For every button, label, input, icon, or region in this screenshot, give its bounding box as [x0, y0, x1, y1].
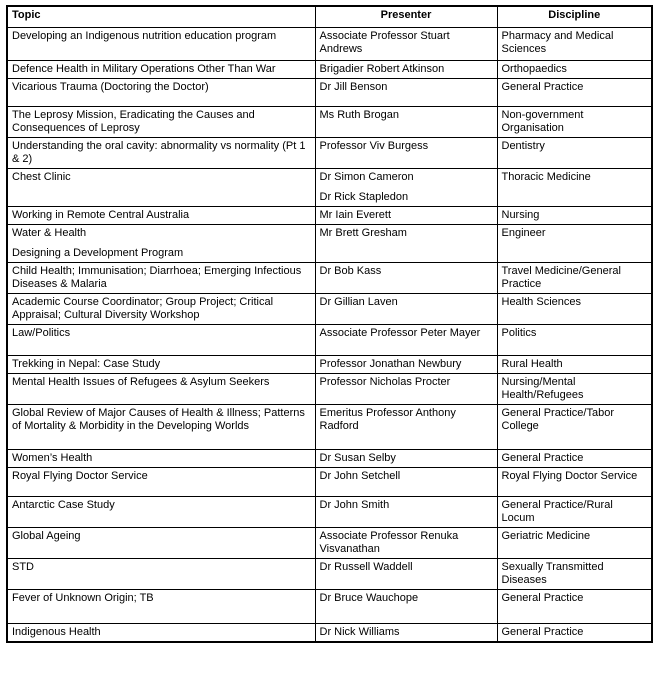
presenter-cell [315, 468, 497, 497]
topic-text: Designing a Development Program [12, 247, 184, 259]
discipline-cell [497, 61, 652, 79]
discipline-cell [497, 225, 652, 263]
discipline-cell [497, 107, 652, 138]
table-row [7, 138, 652, 169]
discipline-cell [497, 374, 652, 405]
presenter-cell [315, 79, 497, 107]
table-row [7, 528, 652, 559]
discipline-text: General Practice [501, 81, 584, 93]
discipline-text: General Practice [501, 452, 584, 464]
discipline-text: Royal Flying Doctor Service [501, 470, 638, 482]
topic-text: Indigenous Health [12, 626, 101, 638]
discipline-text: Nursing/Mental Health/Refugees [501, 376, 584, 401]
table-row [7, 207, 652, 225]
topic-cell [7, 624, 315, 643]
presenter-cell [315, 169, 497, 207]
topic-text: Developing an Indigenous nutrition education program [12, 30, 277, 42]
table-row [7, 374, 652, 405]
presenter-text: Ms Ruth Brogan [319, 109, 399, 121]
topic-text: Academic Course Coordinator; Group Project; Critical Appraisal; Cultural Diversity Workshop [12, 296, 274, 321]
discipline-text: General Practice/Tabor College [501, 407, 614, 432]
presenter-cell [315, 497, 497, 528]
presenter-cell [315, 356, 497, 374]
topic-cell [7, 590, 315, 624]
discipline-text: General Practice/Rural Locum [501, 499, 613, 524]
table-row [7, 559, 652, 590]
presenter-cell [315, 559, 497, 590]
table-row [7, 468, 652, 497]
presenter-text: Professor Jonathan Newbury [319, 358, 462, 370]
topic-cell [7, 405, 315, 450]
discipline-cell [497, 138, 652, 169]
presenter-text: Associate Professor Stuart Andrews [319, 30, 450, 55]
topic-cell [7, 28, 315, 61]
topic-text: Defence Health in Military Operations Other Than War [12, 63, 276, 75]
topic-cell [7, 497, 315, 528]
topic-text: Royal Flying Doctor Service [12, 470, 148, 482]
presenter-text: Brigadier Robert Atkinson [319, 63, 445, 75]
discipline-cell [497, 497, 652, 528]
presenter-text: Mr Iain Everett [319, 209, 392, 221]
topic-text: Global Ageing [12, 530, 81, 542]
discipline-text: Thoracic Medicine [501, 171, 591, 183]
discipline-text: Non-government Organisation [501, 109, 584, 134]
table-body [7, 28, 652, 643]
discipline-cell [497, 528, 652, 559]
presenter-cell [315, 405, 497, 450]
discipline-text: Engineer [501, 227, 546, 239]
topic-text: Working in Remote Central Australia [12, 209, 190, 221]
discipline-cell [497, 450, 652, 468]
presenter-text: Dr John Setchell [319, 470, 401, 482]
topic-text: Water & Health [12, 227, 87, 239]
discipline-cell [497, 356, 652, 374]
topic-text: Chest Clinic [12, 171, 71, 183]
topic-cell [7, 79, 315, 107]
topic-cell [7, 294, 315, 325]
discipline-text: Pharmacy and Medical Sciences [501, 30, 614, 55]
topic-cell [7, 107, 315, 138]
column-header-presenter: Presenter [315, 6, 497, 28]
presenter-text: Dr Susan Selby [319, 452, 396, 464]
presenter-text: Associate Professor Peter Mayer [319, 327, 481, 339]
table-row [7, 225, 652, 263]
presenter-text: Dr Jill Benson [319, 81, 388, 93]
presenter-text: Professor Nicholas Procter [319, 376, 451, 388]
table-row [7, 356, 652, 374]
discipline-text: Sexually Transmitted Diseases [501, 561, 604, 586]
topic-text: Global Review of Major Causes of Health & Illness; Patterns of Mortality & Morbidity in the Developing Worlds [12, 407, 305, 432]
presenter-cell [315, 225, 497, 263]
presenter-text: Dr Bruce Wauchope [319, 592, 419, 604]
topic-text: Law/Politics [12, 327, 71, 339]
topic-text: Fever of Unknown Origin; TB [12, 592, 154, 604]
presenter-cell [315, 450, 497, 468]
table-row [7, 28, 652, 61]
topic-text: STD [12, 561, 34, 573]
discipline-cell [497, 28, 652, 61]
presenter-cell [315, 263, 497, 294]
topic-cell [7, 225, 315, 263]
discipline-cell [497, 468, 652, 497]
table-row [7, 61, 652, 79]
discipline-text: Dentistry [501, 140, 545, 152]
table-row [7, 405, 652, 450]
presenter-cell [315, 107, 497, 138]
table-row [7, 263, 652, 294]
discipline-cell [497, 169, 652, 207]
presenter-text: Associate Professor Renuka Visvanathan [319, 530, 459, 555]
table-row [7, 169, 652, 207]
topic-cell [7, 374, 315, 405]
discipline-text: General Practice [501, 592, 584, 604]
topic-text: The Leprosy Mission, Eradicating the Causes and Consequences of Leprosy [12, 109, 255, 134]
presenter-text: Dr Russell Waddell [319, 561, 413, 573]
discipline-cell [497, 79, 652, 107]
topic-cell [7, 528, 315, 559]
discipline-text: Orthopaedics [501, 63, 567, 75]
presenter-cell [315, 528, 497, 559]
table-row [7, 450, 652, 468]
topic-cell [7, 325, 315, 356]
discipline-cell [497, 590, 652, 624]
presenter-cell [315, 28, 497, 61]
topic-text: Women’s Health [12, 452, 93, 464]
table-row [7, 325, 652, 356]
presenter-cell [315, 374, 497, 405]
table-row [7, 79, 652, 107]
column-header-topic: Topic [7, 6, 315, 28]
presenter-text: Dr Rick Stapledon [319, 191, 409, 203]
discipline-text: Health Sciences [501, 296, 581, 308]
presenter-cell [315, 138, 497, 169]
discipline-cell [497, 263, 652, 294]
topic-text: Understanding the oral cavity: abnormality vs normality (Pt 1 & 2) [12, 140, 306, 165]
topic-cell [7, 468, 315, 497]
presenter-cell [315, 294, 497, 325]
topic-cell [7, 169, 315, 207]
table-row [7, 624, 652, 643]
presenter-cell [315, 590, 497, 624]
topic-cell [7, 356, 315, 374]
presenter-text: Dr Simon Cameron [319, 171, 414, 183]
table-row [7, 107, 652, 138]
discipline-text: Nursing [501, 209, 540, 221]
discipline-text: Travel Medicine/General Practice [501, 265, 621, 290]
column-header-discipline: Discipline [497, 6, 652, 28]
presenter-text: Dr Bob Kass [319, 265, 382, 277]
discipline-cell [497, 405, 652, 450]
presenters-schedule-table [6, 5, 653, 643]
presenter-cell [315, 624, 497, 643]
presenter-cell [315, 325, 497, 356]
presenter-cell [315, 207, 497, 225]
discipline-text: Politics [501, 327, 537, 339]
topic-cell [7, 138, 315, 169]
discipline-cell [497, 294, 652, 325]
topic-cell [7, 61, 315, 79]
presenter-text: Mr Brett Gresham [319, 227, 407, 239]
topic-cell [7, 559, 315, 590]
topic-text: Trekking in Nepal: Case Study [12, 358, 161, 370]
presenter-text: Dr Nick Williams [319, 626, 400, 638]
topic-text: Vicarious Trauma (Doctoring the Doctor) [12, 81, 209, 93]
presenter-text: Dr John Smith [319, 499, 390, 511]
table-row [7, 294, 652, 325]
discipline-text: Geriatric Medicine [501, 530, 591, 542]
topic-cell [7, 207, 315, 225]
presenter-text: Dr Gillian Laven [319, 296, 398, 308]
discipline-cell [497, 624, 652, 643]
topic-text: Child Health; Immunisation; Diarrhoea; Emerging Infectious Diseases & Malaria [12, 265, 302, 290]
header-row [7, 6, 652, 28]
presenter-text: Emeritus Professor Anthony Radford [319, 407, 456, 432]
discipline-text: General Practice [501, 626, 584, 638]
discipline-text: Rural Health [501, 358, 563, 370]
topic-text: Antarctic Case Study [12, 499, 115, 511]
table-row [7, 590, 652, 624]
discipline-cell [497, 325, 652, 356]
topic-cell [7, 450, 315, 468]
discipline-cell [497, 559, 652, 590]
topic-text: Mental Health Issues of Refugees & Asylum Seekers [12, 376, 270, 388]
presenter-text: Professor Viv Burgess [319, 140, 429, 152]
table-row [7, 497, 652, 528]
discipline-cell [497, 207, 652, 225]
topic-cell [7, 263, 315, 294]
presenter-cell [315, 61, 497, 79]
